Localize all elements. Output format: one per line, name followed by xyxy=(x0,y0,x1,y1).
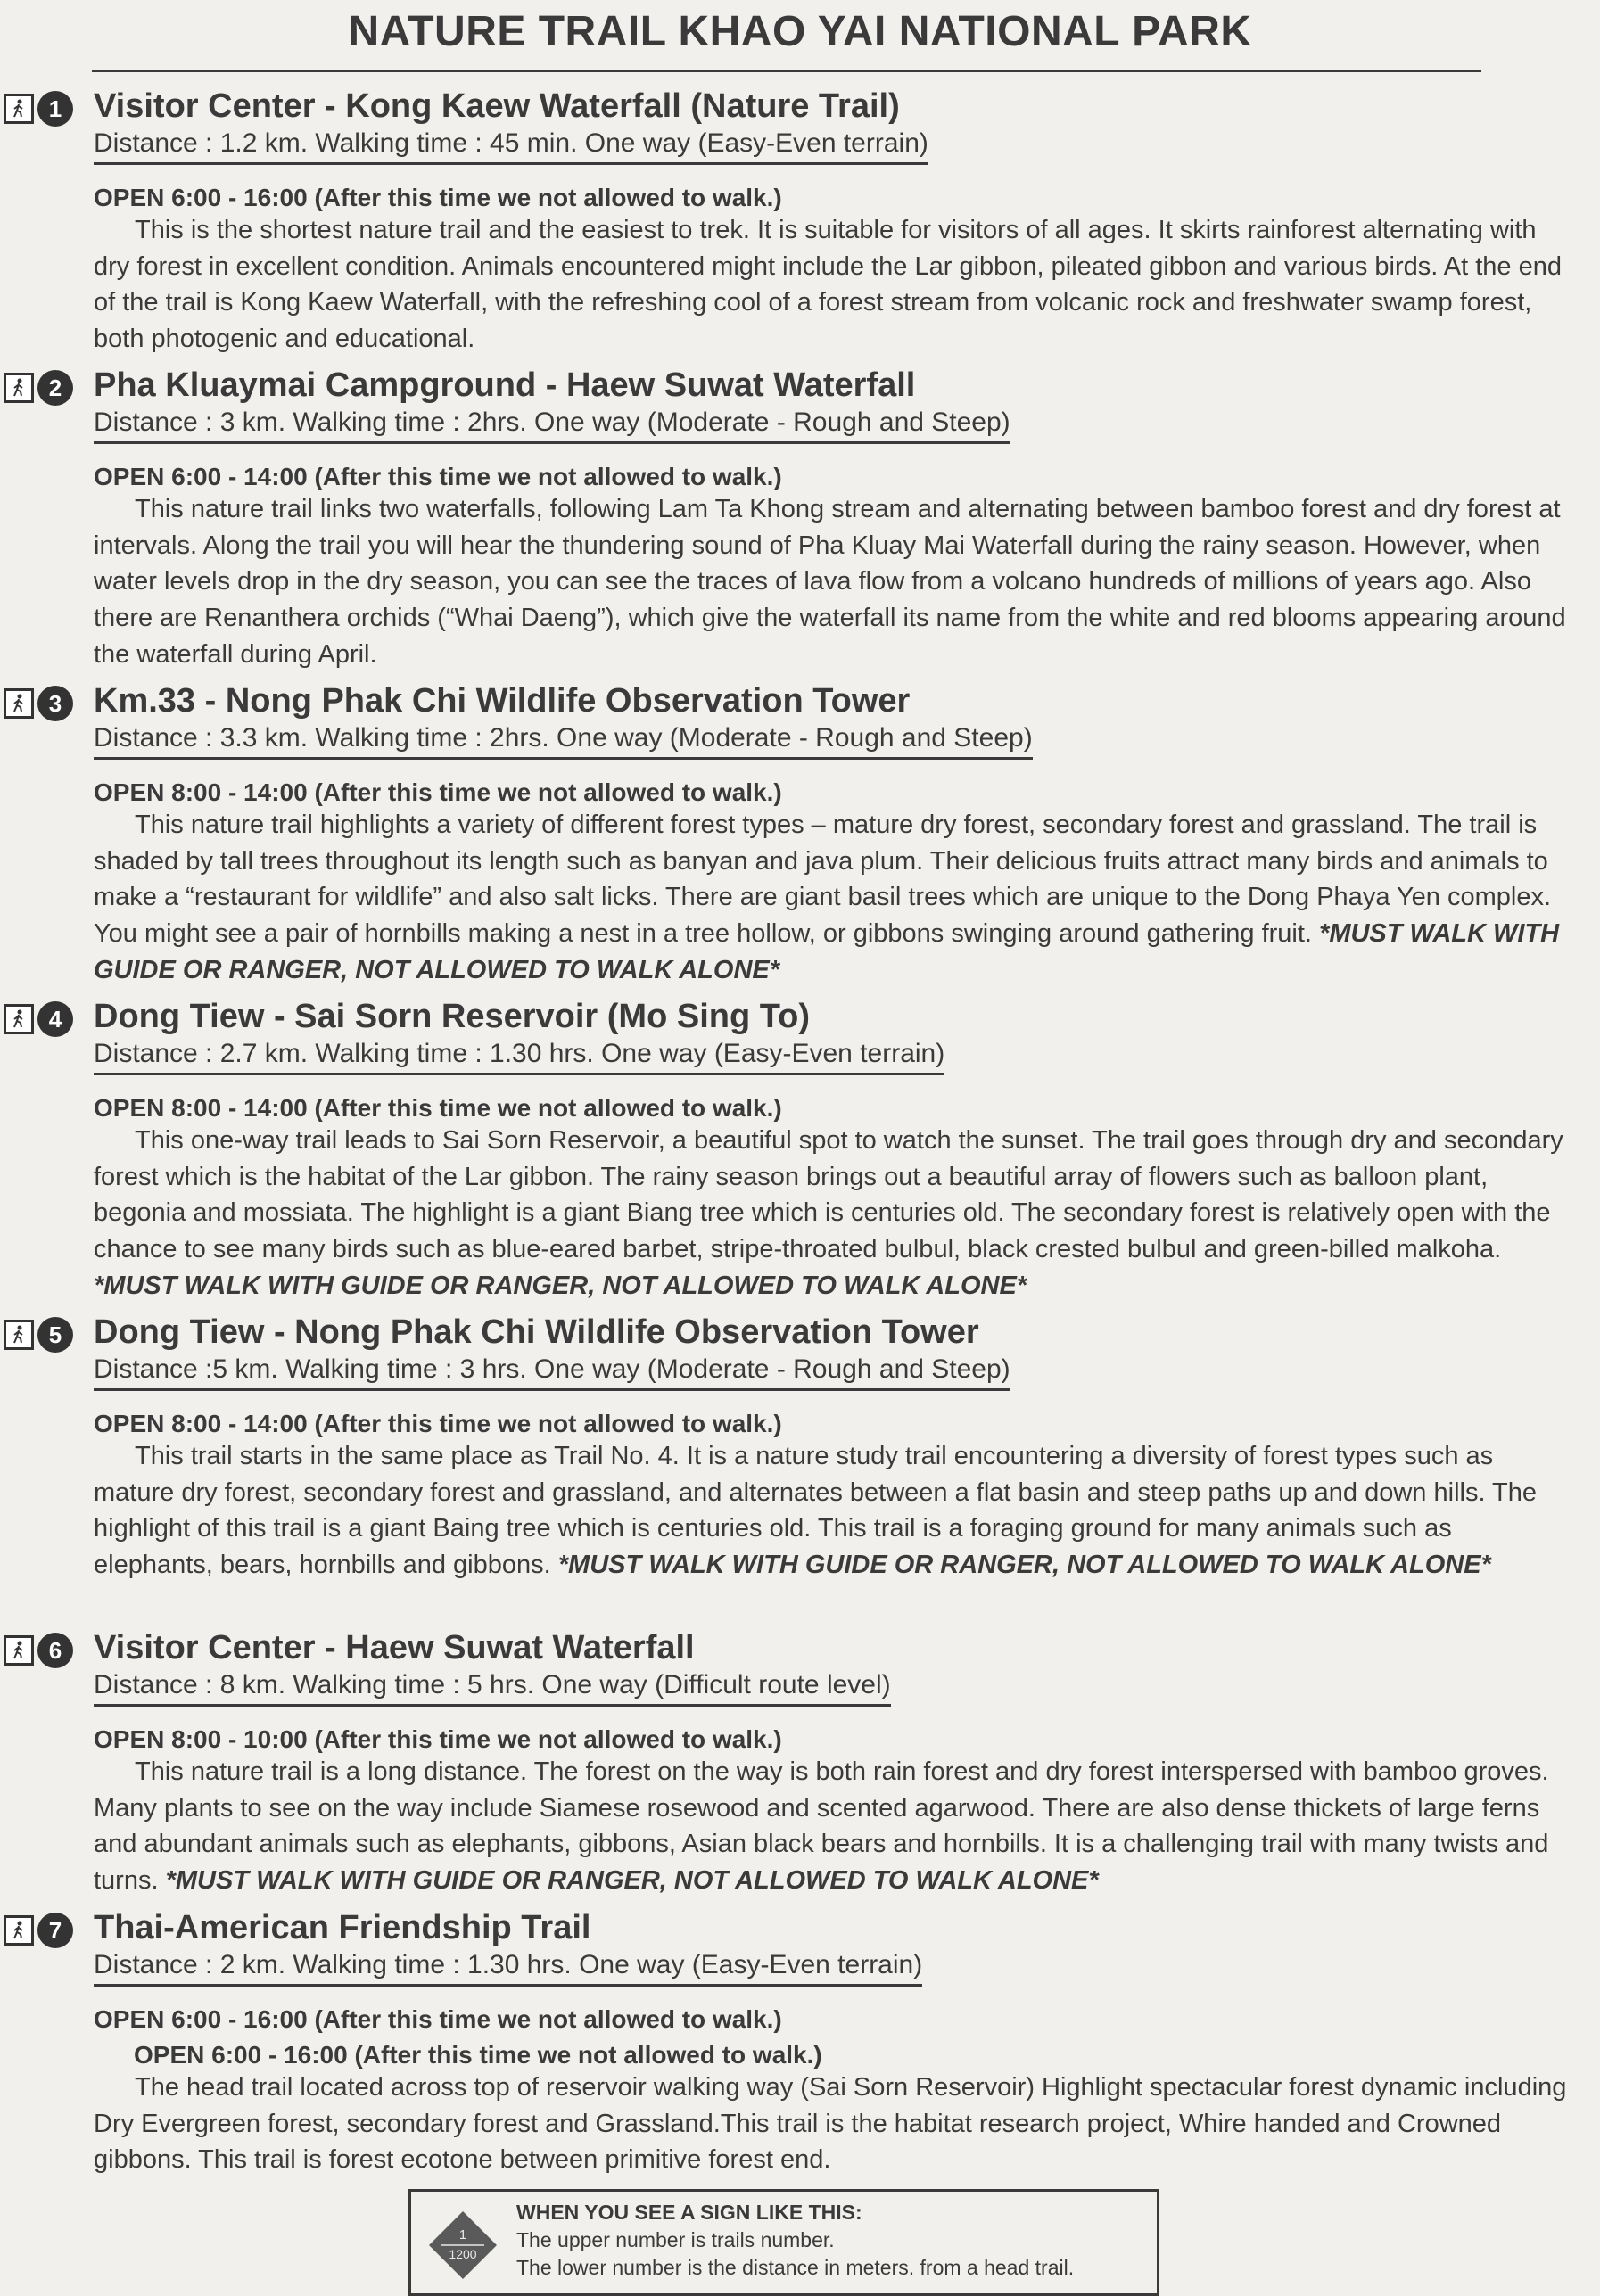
trail-description-text: This one-way trail leads to Sai Sorn Reservoir, a beautiful spot to watch the sunset. The trail goes through dry and secondary forest which is the habitat of the Lar gibbon. The rainy season brings out a beautiful array of flowers such as balloon plant, begonia and mossiata. The highlight is a giant Biang tree which is centuries old. The secondary forest is relatively open with the chance to see many birds such as blue-eared barbet, stripe-throated bulbul, black crested bulbul and green-billed malkoha. xyxy=(94,1126,1563,1264)
trail-markers xyxy=(4,91,73,127)
trail-number-icon: 6 xyxy=(37,1633,73,1668)
guide-required-warning: *MUST WALK WITH GUIDE OR RANGER, NOT ALLOWED TO WALK ALONE* xyxy=(557,1551,1491,1580)
trail-open-hours: OPEN 8:00 - 14:00 (After this time we not allowed to walk.) xyxy=(94,1410,782,1437)
trail-description-text: This nature trail is a long distance. The forest on the way is both rain forest and dry forest interspersed with bamboo groves. Many plants to see on the way include Siamese rosewood and scented agarwood. There are also dense thickets of large ferns and abundant animals such as elephants, gibbons, Asian black bears and hornbills. It is a challenging trail with many twists and turns. xyxy=(94,1757,1549,1896)
trail-number-icon: 4 xyxy=(37,1001,73,1037)
trail-markers xyxy=(4,370,73,406)
trail-open-hours-repeat: OPEN 6:00 - 16:00 (After this time we not allowed to walk.) xyxy=(134,2041,822,2069)
trail-description xyxy=(94,1438,1570,1584)
trail-open-hours: OPEN 6:00 - 16:00 (After this time we not allowed to walk.) xyxy=(94,2005,782,2033)
trail-distance: Distance : 1.2 km. Walking time : 45 min. One way (Easy-Even terrain) xyxy=(94,128,928,165)
trail-title: Visitor Center - Haew Suwat Waterfall xyxy=(94,1629,695,1666)
sign-line-lower: The lower number is the distance in meters. from a head trail. xyxy=(516,2256,1075,2279)
trail-description xyxy=(94,491,1570,673)
trail-number-icon: 3 xyxy=(37,686,73,721)
trail-distance: Distance :5 km. Walking time : 3 hrs. One way (Moderate - Rough and Steep) xyxy=(94,1354,1010,1391)
trail-markers xyxy=(4,1633,73,1668)
trail-description xyxy=(94,2070,1570,2178)
trail-open-hours: OPEN 8:00 - 10:00 (After this time we not allowed to walk.) xyxy=(94,1725,782,1753)
sign-heading: WHEN YOU SEE A SIGN LIKE THIS: xyxy=(516,2201,862,2224)
trail-description-text: This is the shortest nature trail and the easiest to trek. It is suitable for visitors of all ages. It skirts rainforest alternating with dry forest in excellent condition. Animals encountered might include the Lar gibbon, pileated gibbon and various birds. At the end of the trail is Kong Kaew Waterfall, with the refreshing cool of a forest stream from volcanic rock and freshwater swamp forest, both photogenic and educational. xyxy=(94,216,1562,354)
trail-description-text: The head trail located across top of reservoir walking way (Sai Sorn Reservoir) Highlight spectacular forest dynamic including Dry Evergreen forest, secondary forest and Grassland.This trail is the habitat research project, Whire handed and Crowned gibbons. This trail is forest ecotone between primitive forest end. xyxy=(94,2073,1567,2175)
trail-open-hours: OPEN 6:00 - 16:00 (After this time we not allowed to walk.) xyxy=(94,184,782,211)
trail-description-text: This trail starts in the same place as Trail No. 4. It is a nature study trail encountering a diversity of forest types such as mature dry forest, secondary forest and grassland, and alternates between a flat basin and steep paths up and down hills. The highlight of this trail is a giant Baing tree which is centuries old. This trail is a foraging ground for many animals such as elephants, bears, hornbills and gibbons. xyxy=(94,1442,1538,1580)
trail-description-text: This nature trail highlights a variety of different forest types – mature dry forest, secondary forest and grassland. The trail is shaded by tall trees throughout its length such as banyan and java plum. Their delicious fruits attract many birds and animals to make a “restaurant for wildlife” and also salt licks. There are giant basil trees which are unique to the Dong Phaya Yen complex. You might see a pair of hornbills making a nest in a tree hollow, or gibbons swinging around gathering fruit. xyxy=(94,811,1552,949)
trail-sign-icon xyxy=(427,2210,499,2281)
trail-description xyxy=(94,807,1570,989)
trail-description xyxy=(94,212,1570,358)
trail-number-icon: 1 xyxy=(37,91,73,127)
guide-required-warning: *MUST WALK WITH GUIDE OR RANGER, NOT ALLOWED TO WALK ALONE* xyxy=(165,1866,1099,1896)
hiker-icon xyxy=(4,1915,34,1946)
trail-distance: Distance : 3 km. Walking time : 2hrs. One way (Moderate - Rough and Steep) xyxy=(94,407,1010,444)
hiker-icon xyxy=(4,1635,34,1666)
trail-number-icon: 2 xyxy=(37,370,73,406)
hiker-icon xyxy=(4,1004,34,1034)
trail-markers xyxy=(4,1913,73,1948)
trail-open-hours: OPEN 8:00 - 14:00 (After this time we not allowed to walk.) xyxy=(94,778,782,806)
guide-required-warning: *MUST WALK WITH GUIDE OR RANGER, NOT ALLOWED TO WALK ALONE* xyxy=(94,919,1560,984)
trail-distance: Distance : 2.7 km. Walking time : 1.30 hrs. One way (Easy-Even terrain) xyxy=(94,1039,944,1075)
sign-line-upper: The upper number is trails number. xyxy=(516,2228,835,2251)
trail-open-hours: OPEN 6:00 - 14:00 (After this time we not allowed to walk.) xyxy=(94,463,782,490)
sign-distance-number: 1200 xyxy=(449,2247,477,2261)
trail-distance: Distance : 3.3 km. Walking time : 2hrs. One way (Moderate - Rough and Steep) xyxy=(94,723,1033,760)
trail-distance: Distance : 8 km. Walking time : 5 hrs. One way (Difficult route level) xyxy=(94,1670,891,1707)
trail-description xyxy=(94,1754,1570,1899)
trail-open-hours: OPEN 8:00 - 14:00 (After this time we not allowed to walk.) xyxy=(94,1094,782,1122)
hiker-icon xyxy=(4,688,34,719)
sign-explanation xyxy=(516,2199,1074,2282)
trail-number-icon: 5 xyxy=(37,1317,73,1353)
guide-required-warning: *MUST WALK WITH GUIDE OR RANGER, NOT ALLOWED TO WALK ALONE* xyxy=(94,1271,1027,1300)
sign-trail-number: 1 xyxy=(458,2227,467,2243)
hiker-icon xyxy=(4,373,34,403)
page-title: NATURE TRAIL KHAO YAI NATIONAL PARK xyxy=(348,8,1252,55)
trail-title: Dong Tiew - Sai Sorn Reservoir (Mo Sing To) xyxy=(94,998,810,1035)
trail-title: Km.33 - Nong Phak Chi Wildlife Observation Tower xyxy=(94,682,911,720)
trail-markers xyxy=(4,1317,73,1353)
hiker-icon xyxy=(4,1320,34,1350)
trail-markers xyxy=(4,1001,73,1037)
trail-title: Visitor Center - Kong Kaew Waterfall (Nature Trail) xyxy=(94,87,900,125)
trail-title: Pha Kluaymai Campground - Haew Suwat Waterfall xyxy=(94,366,916,404)
trail-distance: Distance : 2 km. Walking time : 1.30 hrs. One way (Easy-Even terrain) xyxy=(94,1950,922,1987)
trail-title: Thai-American Friendship Trail xyxy=(94,1909,591,1946)
hiker-icon xyxy=(4,94,34,124)
trail-number-icon: 7 xyxy=(37,1913,73,1948)
trail-markers xyxy=(4,686,73,721)
trail-sign-legend xyxy=(408,2189,1159,2296)
trail-description-text: This nature trail links two waterfalls, following Lam Ta Khong stream and alternating between bamboo forest and dry forest at intervals. Along the trail you will hear the thundering sound of Pha Kluay Mai Waterfall during the rainy season. However, when water levels drop in the dry season, you can see the traces of lava flow from a volcano hundreds of millions of years ago. Also there are Renanthera orchids (“Whai Daeng”), which give the waterfall its name from the white and red blooms appearing around the waterfall during April. xyxy=(94,495,1566,669)
title-divider xyxy=(92,70,1481,72)
trail-title: Dong Tiew - Nong Phak Chi Wildlife Observation Tower xyxy=(94,1313,979,1351)
trail-description xyxy=(94,1123,1570,1304)
